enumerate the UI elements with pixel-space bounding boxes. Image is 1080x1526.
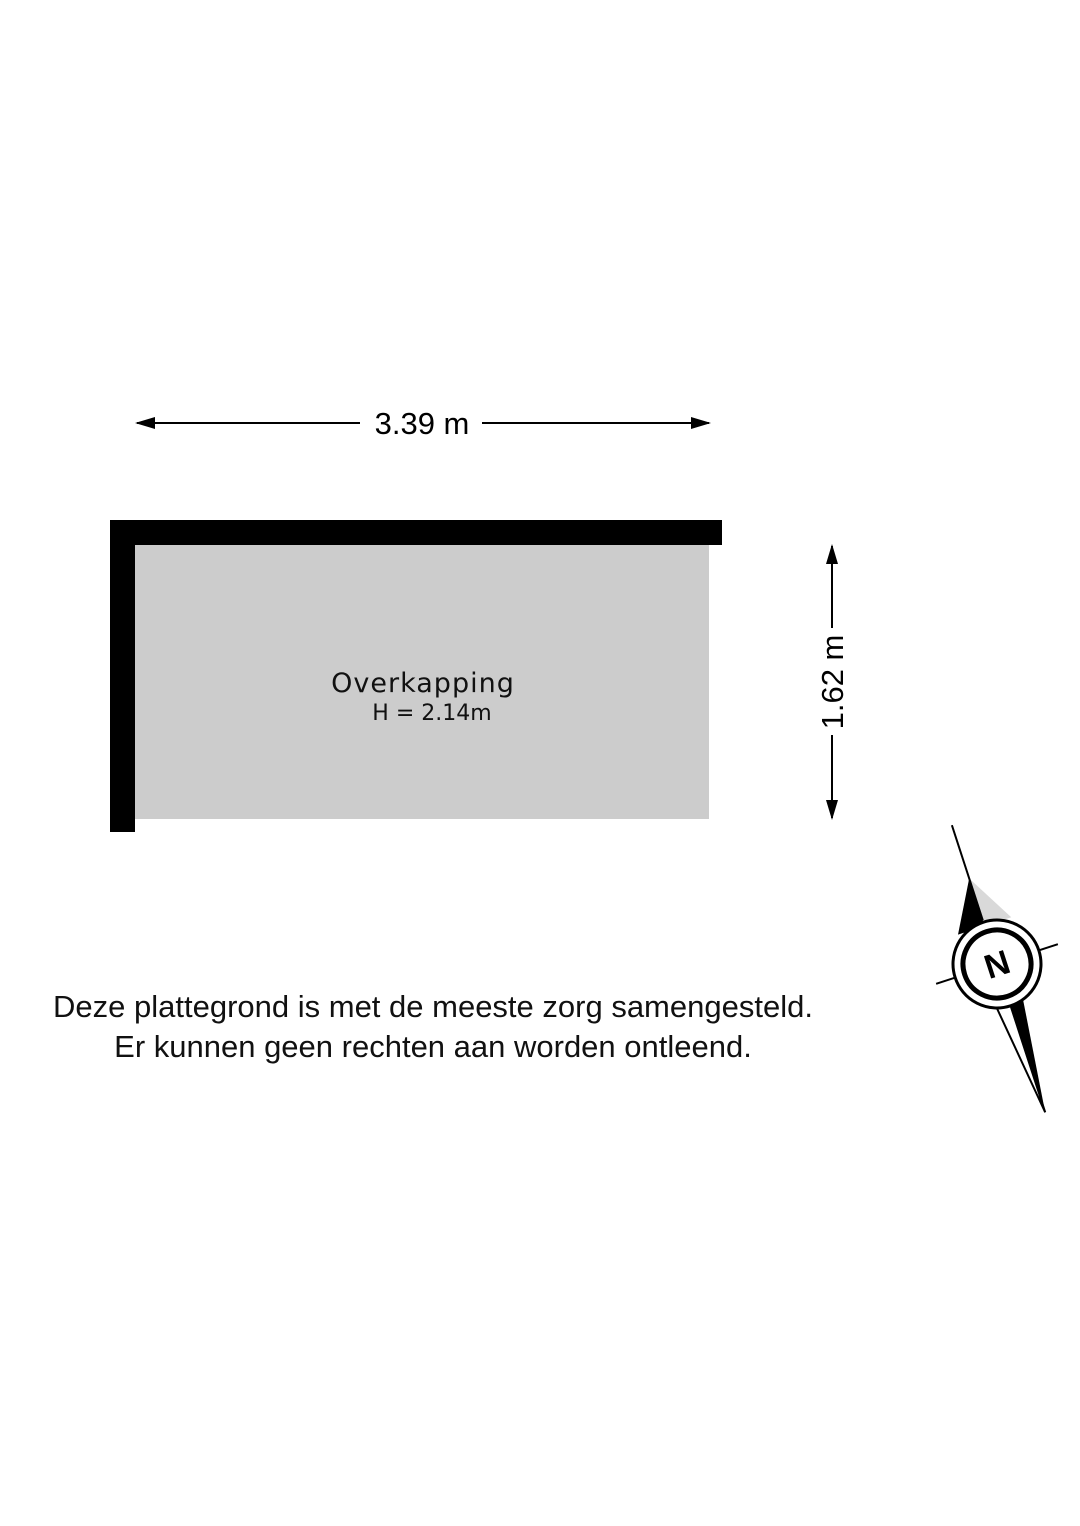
north-arrow-icon: [891, 805, 1080, 1132]
disclaimer-line-1: Deze plattegrond is met de meeste zorg samengesteld.: [53, 989, 813, 1024]
depth-label: 1.62 m: [815, 634, 850, 730]
width-label: 3.39 m: [374, 406, 470, 441]
disclaimer-line-2: Er kunnen geen rechten aan worden ontleend.: [114, 1029, 752, 1064]
width-dimension: [137, 406, 709, 441]
room-height: H = 2.14m: [372, 701, 492, 726]
depth-dimension: [815, 546, 850, 818]
wall-top: [110, 520, 722, 545]
wall-left: [110, 520, 135, 832]
room-name: Overkapping: [331, 668, 515, 699]
north-label: N: [979, 943, 1015, 987]
